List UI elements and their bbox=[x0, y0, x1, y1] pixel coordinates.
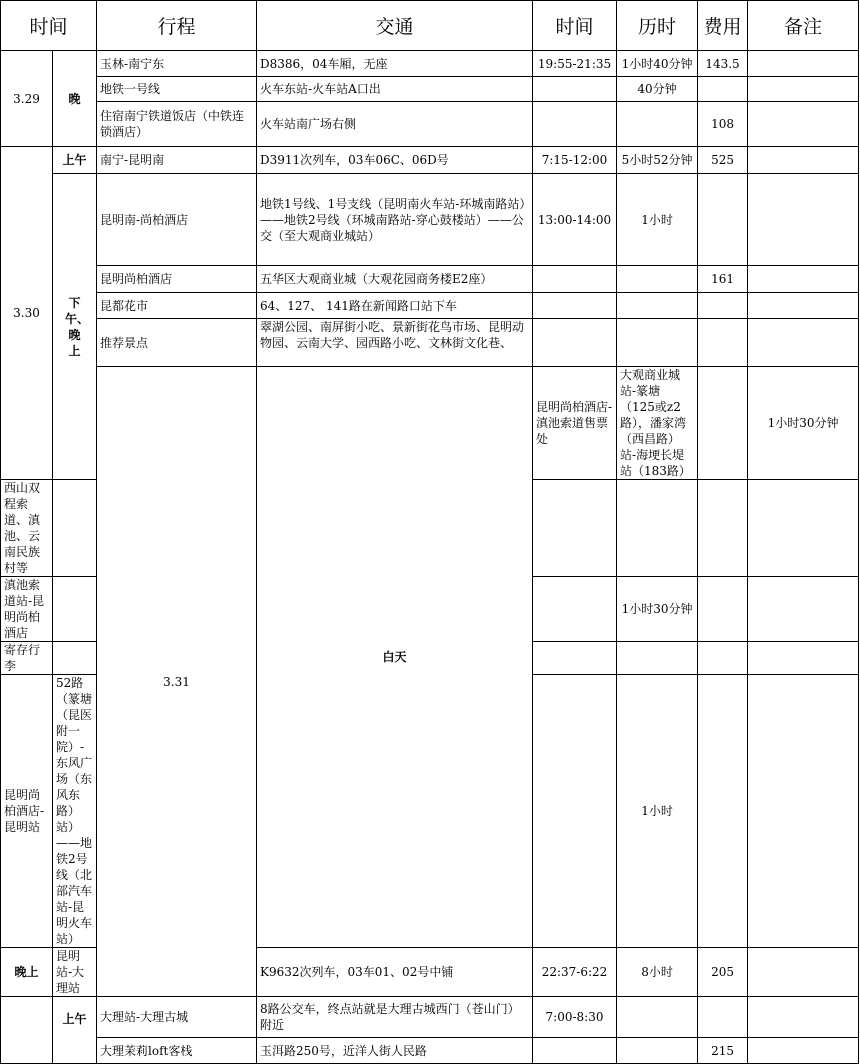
note-cell bbox=[748, 51, 859, 77]
header-transport: 交通 bbox=[257, 1, 533, 51]
transport-cell: 火车站南广场右侧 bbox=[257, 102, 533, 147]
cost-cell bbox=[698, 577, 748, 642]
cost-cell: 143.5 bbox=[698, 51, 748, 77]
note-cell bbox=[748, 642, 859, 675]
cost-cell bbox=[698, 293, 748, 319]
time-cell bbox=[533, 102, 617, 147]
route-cell: 昆明尚柏酒店 bbox=[97, 266, 257, 293]
transport-cell: 52路（篆塘（昆医附一院）-东风广场（东风东路）站）——地铁2号线（北部汽车站-昆明火车站） bbox=[53, 675, 97, 948]
time-cell bbox=[533, 480, 617, 577]
cost-cell: 525 bbox=[698, 147, 748, 174]
table-row bbox=[1, 102, 859, 147]
cost-cell bbox=[698, 480, 748, 577]
cost-cell bbox=[698, 319, 748, 367]
table-row bbox=[1, 51, 859, 77]
table-row bbox=[1, 319, 859, 367]
period-cell: 白天 bbox=[257, 367, 533, 948]
header-date: 时间 bbox=[1, 1, 97, 51]
cost-cell bbox=[698, 174, 748, 266]
note-cell bbox=[748, 147, 859, 174]
duration-cell bbox=[617, 1038, 698, 1064]
duration-cell bbox=[617, 642, 698, 675]
duration-cell: 1小时 bbox=[617, 174, 698, 266]
cost-cell bbox=[698, 997, 748, 1038]
note-cell bbox=[748, 174, 859, 266]
route-cell: 昆都花市 bbox=[97, 293, 257, 319]
time-cell: 7:15-12:00 bbox=[533, 147, 617, 174]
route-cell: 南宁-昆明南 bbox=[97, 147, 257, 174]
transport-cell bbox=[53, 642, 97, 675]
time-cell bbox=[533, 577, 617, 642]
note-cell bbox=[748, 997, 859, 1038]
duration-cell bbox=[617, 319, 698, 367]
cost-cell: 205 bbox=[698, 948, 748, 997]
time-cell: 13:00-14:00 bbox=[533, 174, 617, 266]
time-cell bbox=[533, 77, 617, 102]
route-cell: 住宿南宁铁道饭店（中铁连锁酒店） bbox=[97, 102, 257, 147]
note-cell bbox=[748, 675, 859, 948]
time-cell: 7:00-8:30 bbox=[533, 997, 617, 1038]
period-cell: 晚上 bbox=[1, 948, 53, 997]
note-cell bbox=[748, 948, 859, 997]
table-row bbox=[1, 77, 859, 102]
header-duration: 历时 bbox=[617, 1, 698, 51]
cost-cell bbox=[698, 77, 748, 102]
transport-cell: 地铁1号线、1号支线（昆明南火车站-环城南路站）——地铁2号线（环城南路站-穿心鼓楼站）——公交（至大观商业城站） bbox=[257, 174, 533, 266]
header-row bbox=[1, 1, 859, 51]
cost-cell: 161 bbox=[698, 266, 748, 293]
duration-cell: 8小时 bbox=[617, 948, 698, 997]
period-cell: 下午、晚上 bbox=[53, 174, 97, 480]
date-cell: 3.30 bbox=[1, 147, 53, 480]
route-cell: 推荐景点 bbox=[97, 319, 257, 367]
time-cell bbox=[533, 642, 617, 675]
time-cell: 19:55-21:35 bbox=[533, 51, 617, 77]
cost-cell: 108 bbox=[698, 102, 748, 147]
period-cell: 晚 bbox=[53, 51, 97, 147]
note-cell bbox=[748, 577, 859, 642]
route-cell: 昆明尚柏酒店-昆明站 bbox=[1, 675, 53, 948]
route-cell: 寄存行李 bbox=[1, 642, 53, 675]
note-cell bbox=[748, 77, 859, 102]
duration-cell: 5小时52分钟 bbox=[617, 147, 698, 174]
cost-cell: 215 bbox=[698, 1038, 748, 1064]
table-row bbox=[1, 997, 859, 1038]
transport-cell: 翠湖公园、南屏街小吃、景新街花鸟市场、昆明动物园、云南大学、园西路小吃、文林街文化巷、 bbox=[257, 319, 533, 367]
table-row bbox=[1, 367, 859, 480]
transport-cell: 大观商业城站-篆塘（125或z2路），潘家湾（西昌路）站-海埂长堤站（183路） bbox=[617, 367, 698, 480]
header-time: 时间 bbox=[533, 1, 617, 51]
cost-cell bbox=[698, 675, 748, 948]
note-cell bbox=[748, 480, 859, 577]
cost-cell bbox=[698, 642, 748, 675]
duration-cell bbox=[617, 266, 698, 293]
route-cell: 西山双程索道、滇池、云南民族村等 bbox=[1, 480, 53, 577]
note-cell bbox=[748, 102, 859, 147]
duration-cell: 1小时 bbox=[617, 675, 698, 948]
table-row bbox=[1, 293, 859, 319]
transport-cell: 64、127、 141路在新闻路口站下车 bbox=[257, 293, 533, 319]
transport-cell: 火车东站-火车站A口出 bbox=[257, 77, 533, 102]
period-cell: 上午 bbox=[53, 147, 97, 174]
route-cell: 玉林-南宁东 bbox=[97, 51, 257, 77]
transport-cell: D3911次列车，03车06C、06D号 bbox=[257, 147, 533, 174]
note-cell bbox=[748, 1038, 859, 1064]
header-route: 行程 bbox=[97, 1, 257, 51]
duration-cell: 1小时30分钟 bbox=[748, 367, 859, 480]
duration-cell: 1小时40分钟 bbox=[617, 51, 698, 77]
duration-cell bbox=[617, 997, 698, 1038]
header-note: 备注 bbox=[748, 1, 859, 51]
date-cell bbox=[1, 997, 53, 1064]
transport-cell: D8386，04车厢，无座 bbox=[257, 51, 533, 77]
transport-cell: 8路公交车，终点站就是大理古城西门（苍山门）附近 bbox=[257, 997, 533, 1038]
time-cell bbox=[533, 1038, 617, 1064]
transport-cell: K9632次列车，03车01、02号中铺 bbox=[257, 948, 533, 997]
route-cell: 昆明南-尚柏酒店 bbox=[97, 174, 257, 266]
table-row bbox=[1, 266, 859, 293]
transport-cell bbox=[53, 480, 97, 577]
transport-cell: 玉洱路250号，近洋人街人民路 bbox=[257, 1038, 533, 1064]
transport-cell bbox=[53, 577, 97, 642]
header-cost: 费用 bbox=[698, 1, 748, 51]
time-cell bbox=[698, 367, 748, 480]
transport-cell: 五华区大观商业城（大观花园商务楼E2座） bbox=[257, 266, 533, 293]
duration-cell: 40分钟 bbox=[617, 77, 698, 102]
route-cell: 大理茉莉loft客栈 bbox=[97, 1038, 257, 1064]
route-cell: 昆明尚柏酒店-滇池索道售票处 bbox=[533, 367, 617, 480]
table-row bbox=[1, 147, 859, 174]
time-cell bbox=[533, 293, 617, 319]
table-row bbox=[1, 1038, 859, 1064]
date-cell: 3.31 bbox=[97, 367, 257, 997]
table-row bbox=[1, 174, 859, 266]
duration-cell: 1小时30分钟 bbox=[617, 577, 698, 642]
note-cell bbox=[748, 266, 859, 293]
route-cell: 昆明站-大理站 bbox=[53, 948, 97, 997]
note-cell bbox=[748, 293, 859, 319]
time-cell: 22:37-6:22 bbox=[533, 948, 617, 997]
route-cell: 大理站-大理古城 bbox=[97, 997, 257, 1038]
duration-cell bbox=[617, 293, 698, 319]
duration-cell bbox=[617, 480, 698, 577]
time-cell bbox=[533, 675, 617, 948]
note-cell bbox=[748, 319, 859, 367]
route-cell: 滇池索道站-昆明尚柏酒店 bbox=[1, 577, 53, 642]
time-cell bbox=[533, 266, 617, 293]
route-cell: 地铁一号线 bbox=[97, 77, 257, 102]
time-cell bbox=[533, 319, 617, 367]
date-cell: 3.29 bbox=[1, 51, 53, 147]
duration-cell bbox=[617, 102, 698, 147]
period-cell: 上午 bbox=[53, 997, 97, 1064]
